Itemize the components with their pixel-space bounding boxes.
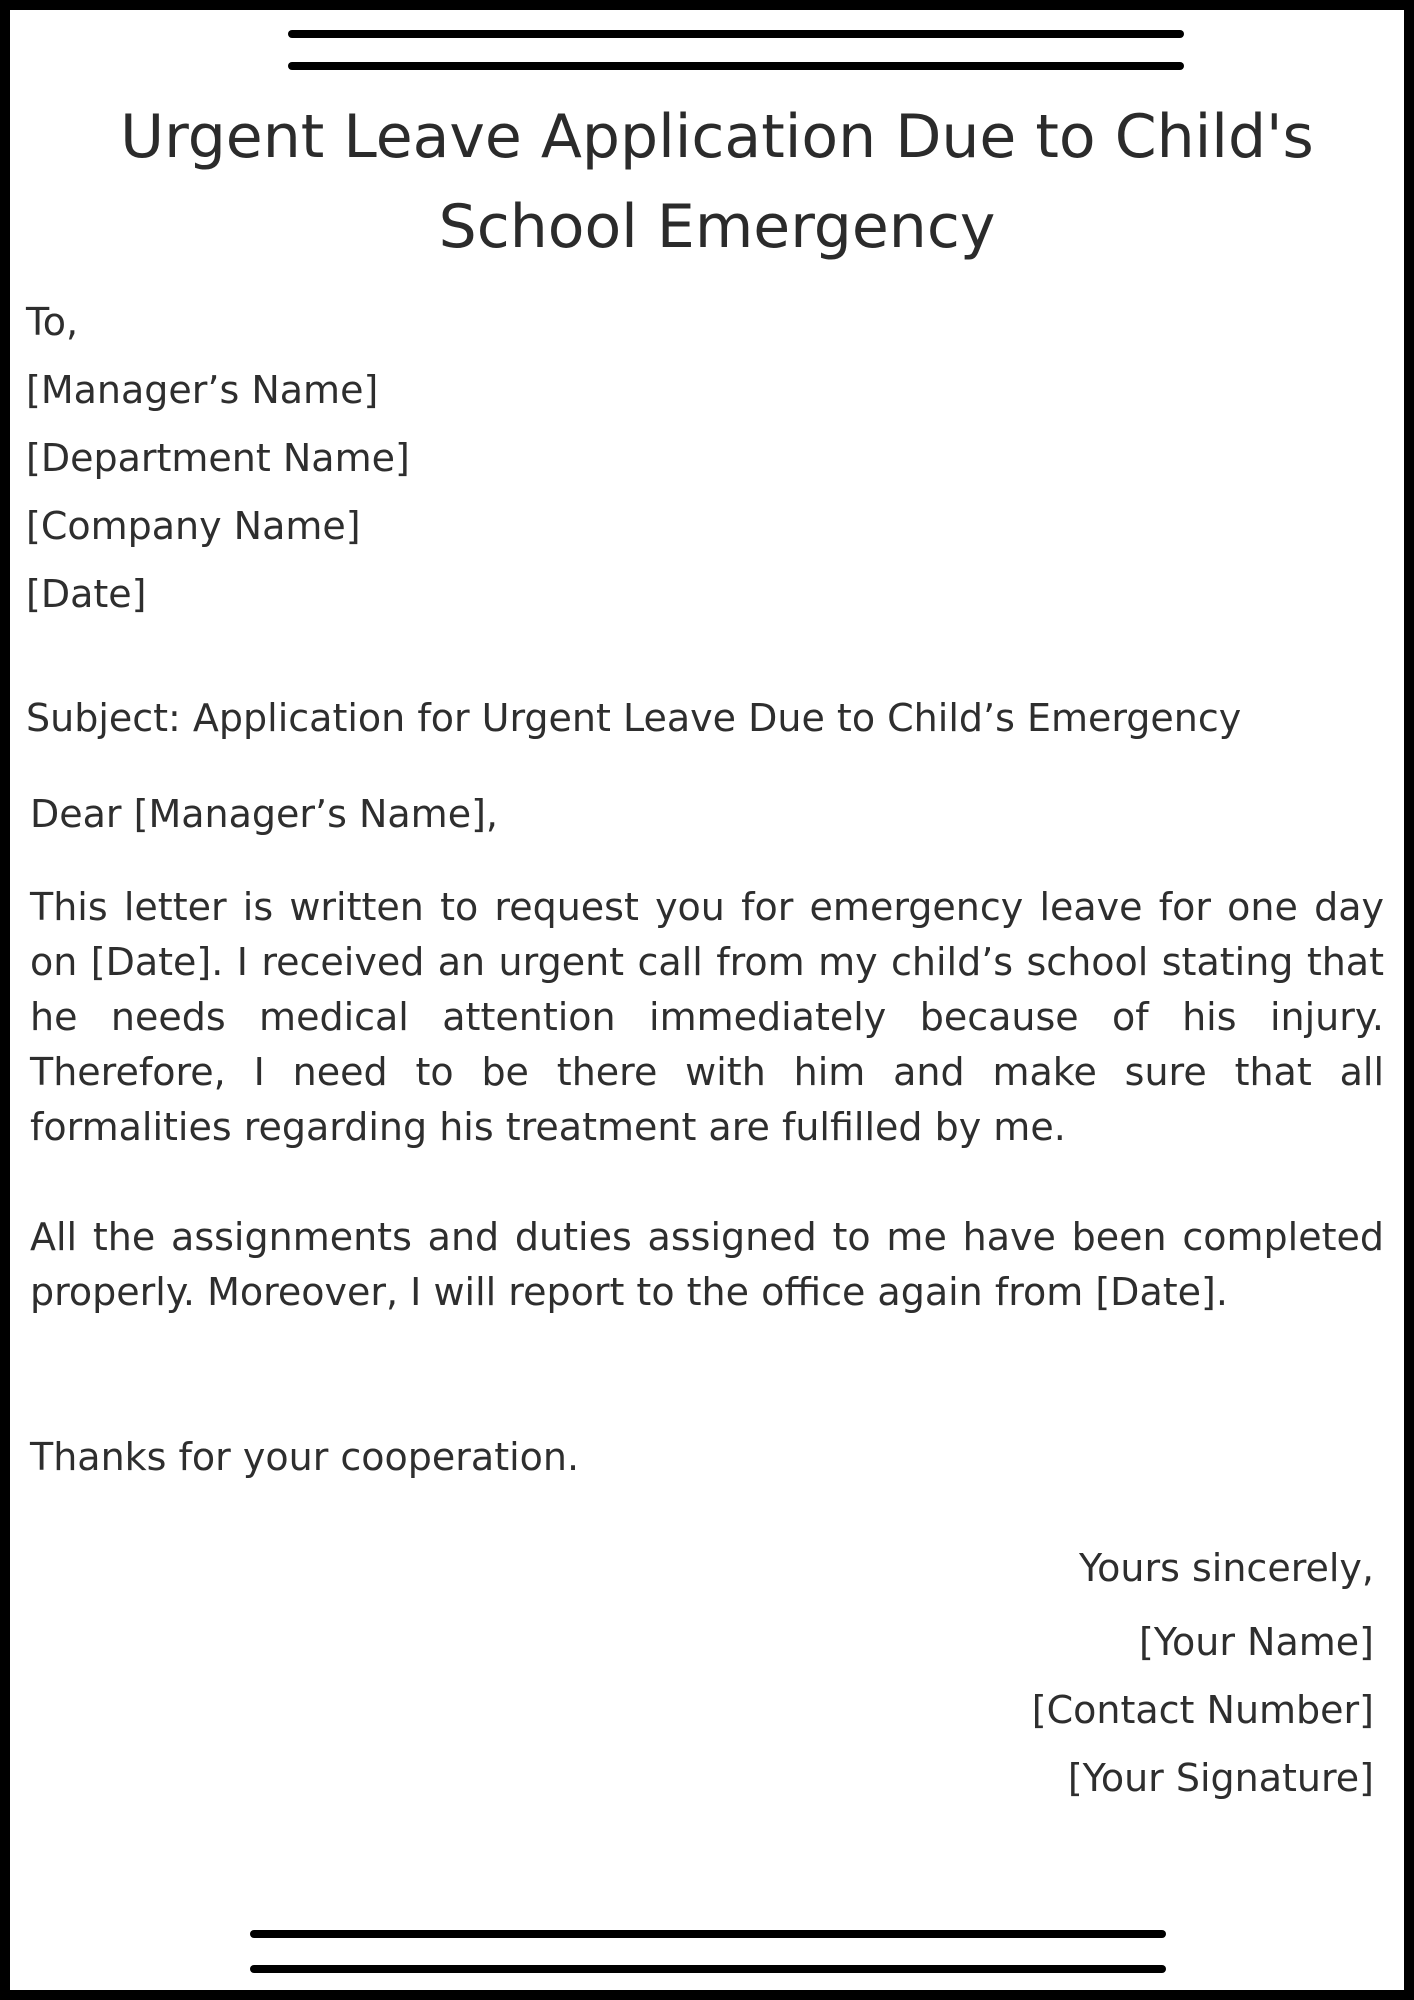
subject-line: Subject: Application for Urgent Leave Due to Child’s Emergency (26, 696, 1242, 740)
recipient-name: [Manager’s Name] (26, 368, 379, 412)
letter-title: Urgent Leave Application Due to Child's School Emergency (120, 102, 1314, 262)
sender-signature: [Your Signature] (1067, 1756, 1374, 1800)
signature-block (1032, 1534, 1374, 1812)
recipient-department: [Department Name] (26, 436, 410, 480)
letter-date: [Date] (26, 572, 147, 616)
sender-name: [Your Name] (1139, 1620, 1374, 1664)
body-paragraph-thanks: Thanks for your cooperation. (30, 1435, 580, 1479)
sender-contact: [Contact Number] (1031, 1688, 1374, 1732)
body-paragraph-duties: All the assignments and duties assigned to me have been completed properly. Moreover, I will report to the office again from [Date]. (30, 1215, 1384, 1314)
body-paragraph-request: This letter is written to request you for emergency leave for one day on [Date]. I received an urgent call from my child’s school stating that he needs medical attention immediately because of his injury. Therefore, I need to be there with him and make sure that all formalities regarding his treatment are fulfilled by me. (30, 885, 1384, 1149)
bottom-rule-lower (250, 1965, 1166, 1973)
top-rule-lower (288, 62, 1184, 70)
recipient-company: [Company Name] (26, 504, 361, 548)
recipient-address-block (26, 288, 410, 628)
salutation: Dear [Manager’s Name], (30, 792, 498, 836)
to-label: To, (26, 300, 79, 344)
bottom-rule-upper (250, 1930, 1166, 1938)
closing-line: Yours sincerely, (1078, 1546, 1374, 1590)
top-rule-upper (288, 30, 1184, 38)
